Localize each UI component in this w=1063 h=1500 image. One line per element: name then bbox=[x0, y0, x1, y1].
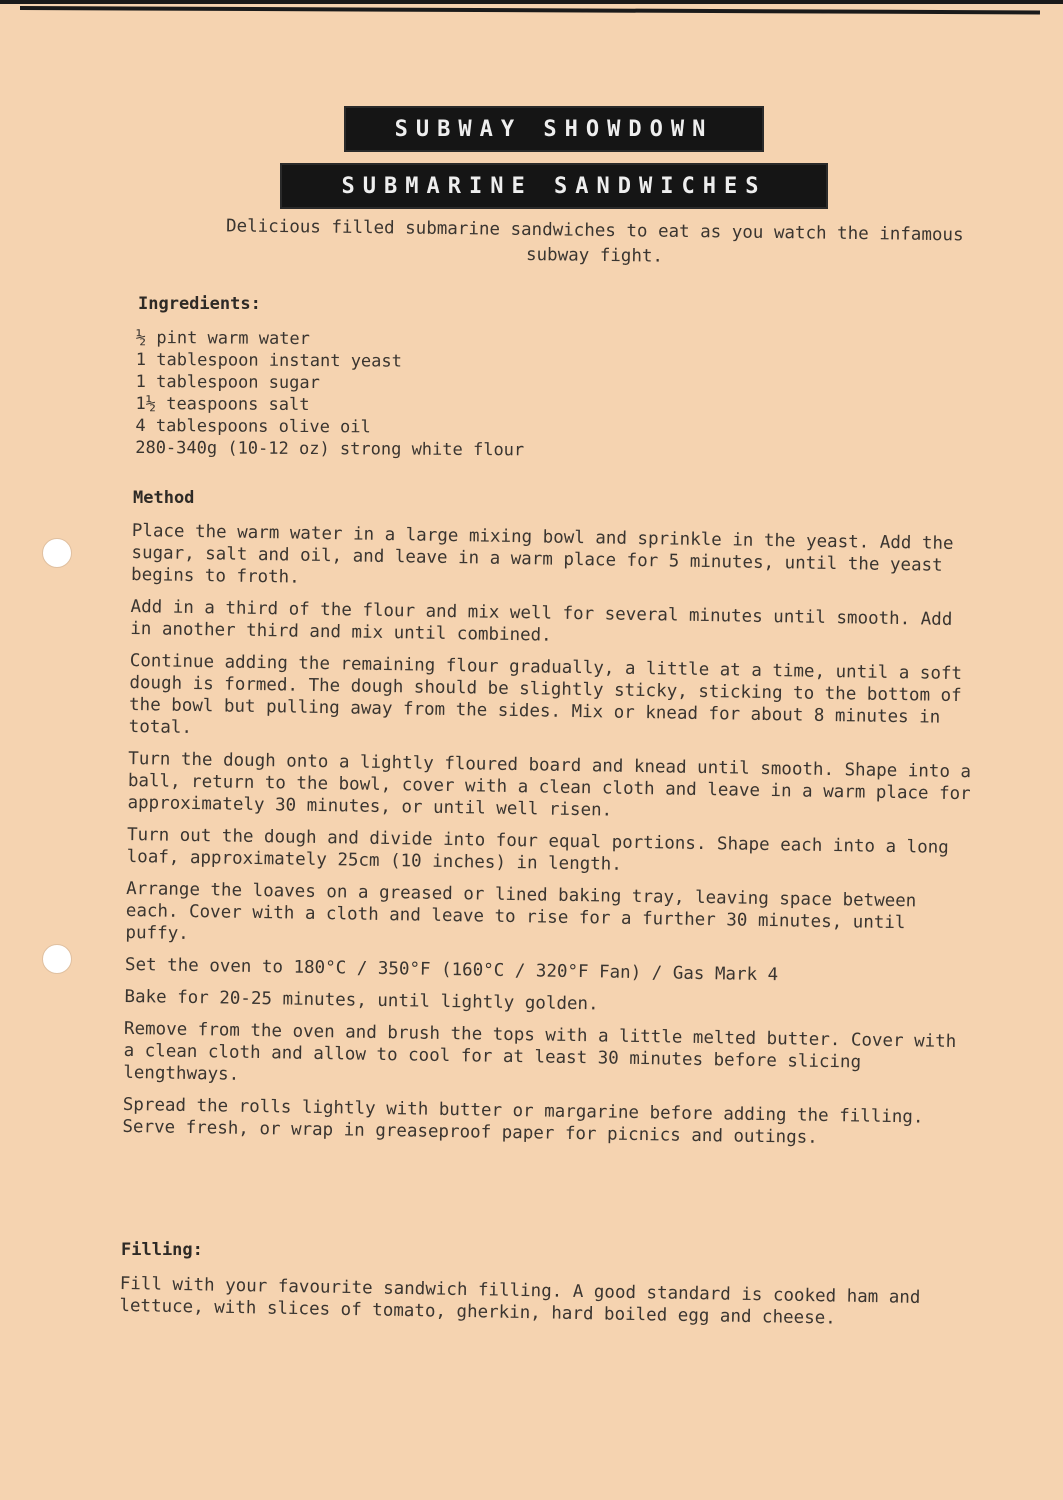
method-step: Set the oven to 180°C / 350°F (160°C / 320°F Fan) / Gas Mark 4 bbox=[124, 954, 779, 986]
method-step: Spread the rolls lightly with butter or margarine before adding the filling. Serve fresh, or wrap in greaseproof paper for picnics and outings. bbox=[122, 1094, 924, 1148]
filling-text: Fill with your favourite sandwich filling. A good standard is cooked ham and lettuce, with slices of tomato, gherkin, hard boiled egg and cheese. bbox=[119, 1273, 921, 1329]
ingredient-item: 280-340g (10-12 oz) strong white flour bbox=[135, 437, 525, 461]
ingredient-item: 4 tablespoons olive oil bbox=[135, 415, 371, 438]
filling-heading: Filling: bbox=[121, 1240, 203, 1260]
method-step: Turn out the dough and divide into four equal portions. Shape each into a long loaf, approximately 25cm (10 inches) in length. bbox=[126, 824, 949, 875]
page-top-edge bbox=[20, 6, 1040, 14]
scan-top-border bbox=[0, 0, 1063, 4]
title-label-subway-showdown: SUBWAY SHOWDOWN bbox=[344, 106, 764, 152]
ingredient-item: 1 tablespoon instant yeast bbox=[135, 349, 402, 372]
method-step: Add in a third of the flour and mix well for several minutes until smooth. Add in another third and mix until combined. bbox=[130, 596, 953, 646]
ingredient-item: ½ pint warm water bbox=[135, 327, 310, 350]
punch-hole-bottom bbox=[42, 944, 72, 974]
method-step: Bake for 20-25 minutes, until lightly golden. bbox=[124, 986, 599, 1015]
intro-text: Delicious filled submarine sandwiches to eat as you watch the infamous subway fight. bbox=[225, 216, 964, 267]
method-step: Turn the dough onto a lightly floured board and knead until smooth. Shape into a ball, return to the bowl, cover with a clean cloth and leave in a warm place for approximately 30 minutes, or until well risen. bbox=[127, 748, 972, 821]
method-steps bbox=[122, 520, 982, 1161]
ingredients-list bbox=[135, 327, 736, 463]
title-label-submarine-sandwiches: SUBMARINE SANDWICHES bbox=[280, 163, 828, 209]
method-step: Continue adding the remaining flour gradually, a little at a time, until a soft dough is formed. The dough should be slightly sticky, sticking to the bottom of the bowl but pulling away from the sides. Mix or knead for about 8 minutes in total. bbox=[128, 650, 963, 738]
ingredients-heading: Ingredients: bbox=[138, 294, 261, 314]
method-step: Arrange the loaves on a greased or lined baking tray, leaving space between each. Cover with a cloth and leave to rise for a further 30 minutes, until puffy. bbox=[125, 878, 917, 944]
method-heading: Method bbox=[133, 488, 195, 508]
ingredient-item: 1½ teaspoons salt bbox=[135, 393, 310, 416]
method-step: Remove from the oven and brush the tops with a little melted butter. Cover with a clean cloth and allow to cool for at least 30 minutes before slicing lengthways. bbox=[123, 1018, 957, 1085]
ingredient-item: 1 tablespoon sugar bbox=[135, 371, 320, 394]
method-step: Place the warm water in a large mixing bowl and sprinkle in the yeast. Add the sugar, salt and oil, and leave in a warm place for 5 minutes, until the yeast begins to froth. bbox=[130, 520, 954, 588]
punch-hole-top bbox=[42, 538, 72, 568]
